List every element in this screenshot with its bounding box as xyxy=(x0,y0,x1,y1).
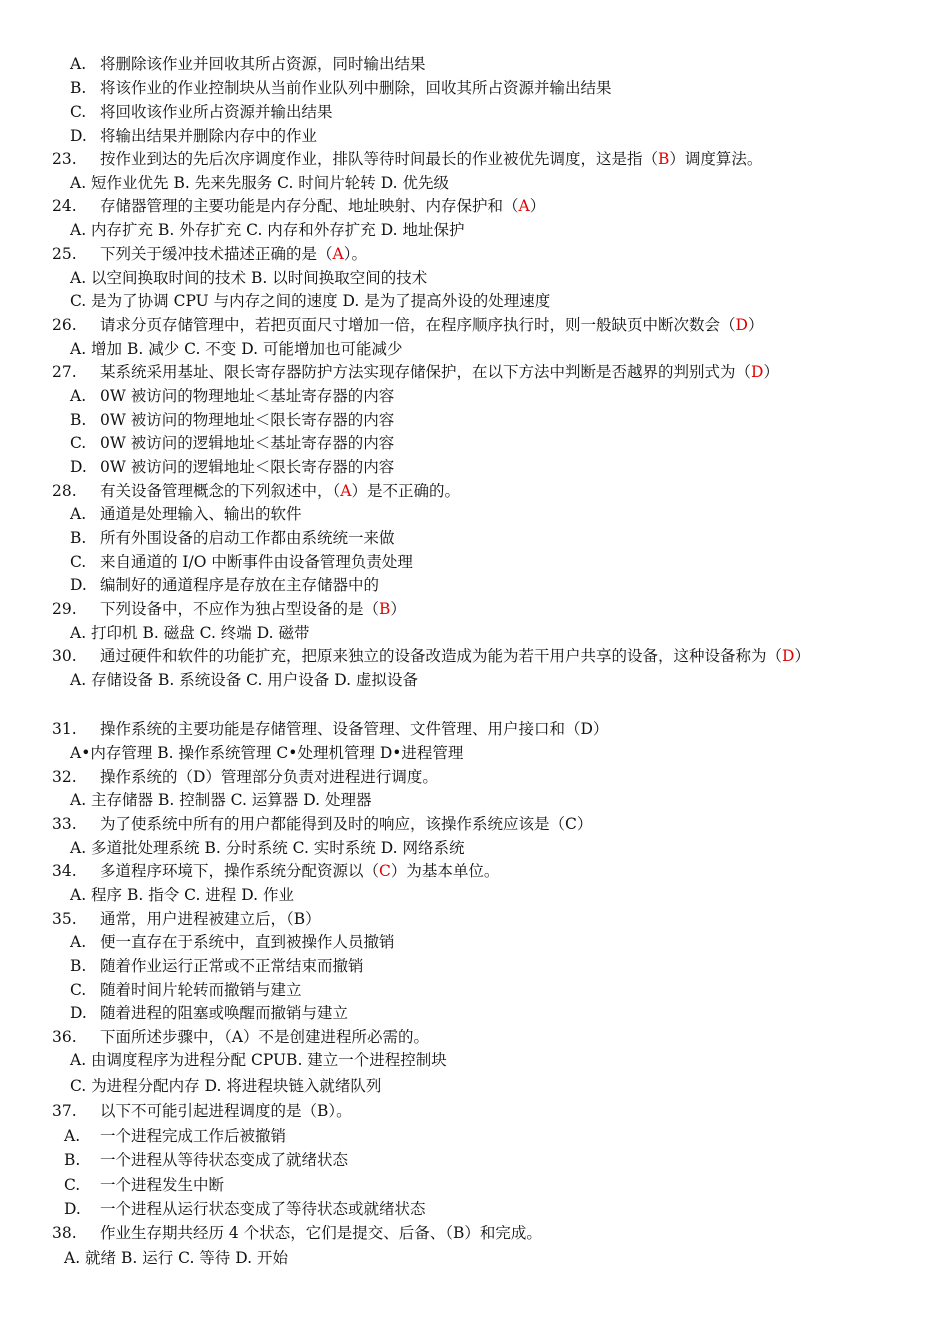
question-25: 25. 下列关于缓冲技术描述正确的是（A）。 xyxy=(52,245,367,263)
q36-options-line2: C. 为进程分配内存 D. 将进程块链入就绪队列 xyxy=(70,1077,382,1095)
q22-option-b: B. 将该作业的作业控制块从当前作业队列中删除，回收其所占资源并输出结果 xyxy=(70,79,612,97)
question-30: 30. 通过硬件和软件的功能扩充，把原来独立的设备改造成为能为若干用户共享的设备，这种设备称为（D） xyxy=(52,647,810,665)
answer-mark: D xyxy=(751,363,764,381)
question-26: 26. 请求分页存储管理中，若把页面尺寸增加一倍，在程序顺序执行时，则一般缺页中断次数会（D） xyxy=(52,316,764,334)
q22-option-c: C. 将回收该作业所占资源并输出结果 xyxy=(70,103,333,121)
q22-option-d: D. 将输出结果并删除内存中的作业 xyxy=(70,127,318,145)
question-28: 28. 有关设备管理概念的下列叙述中，（A）是不正确的。 xyxy=(52,482,460,500)
q23-options: A. 短作业优先 B. 先来先服务 C. 时间片轮转 D. 优先级 xyxy=(70,174,449,192)
q25-options-line2: C. 是为了协调 CPU 与内存之间的速度 D. 是为了提高外设的处理速度 xyxy=(70,292,551,310)
answer-mark: B xyxy=(379,600,391,618)
question-35: 35. 通常，用户进程被建立后，（B） xyxy=(52,910,321,928)
question-27: 27. 某系统采用基址、限长寄存器防护方法实现存储保护，在以下方法中判断是否越界的判别式为（D） xyxy=(52,363,779,381)
q24-options: A. 内存扩充 B. 外存扩充 C. 内存和外存扩充 D. 地址保护 xyxy=(70,221,465,239)
q28-option-c: C. 来自通道的 I/O 中断事件由设备管理负责处理 xyxy=(70,553,413,571)
answer-mark: B xyxy=(658,150,670,168)
question-32: 32. 操作系统的（D）管理部分负责对进程进行调度。 xyxy=(52,768,438,786)
question-31: 31. 操作系统的主要功能是存储管理、设备管理、文件管理、用户接口和（D） xyxy=(52,720,609,738)
q38-options: A. 就绪 B. 运行 C. 等待 D. 开始 xyxy=(64,1249,288,1267)
q36-options-line1: A. 由调度程序为进程分配 CPUB. 建立一个进程控制块 xyxy=(70,1051,447,1069)
q27-option-b: B. 0W 被访问的物理地址＜限长寄存器的内容 xyxy=(70,411,395,429)
q27-option-a: A. 0W 被访问的物理地址＜基址寄存器的内容 xyxy=(70,387,395,405)
q37-option-d: D. 一个进程从运行状态变成了等待状态或就绪状态 xyxy=(64,1200,426,1218)
q37-option-c: C. 一个进程发生中断 xyxy=(64,1176,225,1194)
q22-option-a: A. 将删除该作业并回收其所占资源，同时输出结果 xyxy=(70,55,426,73)
q27-option-d: D. 0W 被访问的逻辑地址＜限长寄存器的内容 xyxy=(70,458,395,476)
q25-options-line1: A. 以空间换取时间的技术 B. 以时间换取空间的技术 xyxy=(70,269,428,287)
q26-options: A. 增加 B. 减少 C. 不变 D. 可能增加也可能减少 xyxy=(70,340,403,358)
q29-options: A. 打印机 B. 磁盘 C. 终端 D. 磁带 xyxy=(70,624,310,642)
answer-mark: A xyxy=(518,197,530,215)
question-29: 29. 下列设备中，不应作为独占型设备的是（B） xyxy=(52,600,406,618)
answer-mark: C xyxy=(379,862,391,880)
q30-options: A. 存储设备 B. 系统设备 C. 用户设备 D. 虚拟设备 xyxy=(70,671,418,689)
q28-option-a: A. 通道是处理输入、输出的软件 xyxy=(70,505,302,523)
q28-option-d: D. 编制好的通道程序是存放在主存储器中的 xyxy=(70,576,380,594)
q37-option-a: A. 一个进程完成工作后被撤销 xyxy=(64,1127,287,1145)
q31-options: A•内存管理 B. 操作系统管理 C•处理机管理 D•进程管理 xyxy=(70,744,464,762)
question-33: 33. 为了使系统中所有的用户都能得到及时的响应，该操作系统应该是（C） xyxy=(52,815,593,833)
question-38: 38. 作业生存期共经历 4 个状态，它们是提交、后备、（B）和完成。 xyxy=(52,1224,542,1242)
q35-option-a: A. 便一直存在于系统中，直到被操作人员撤销 xyxy=(70,933,395,951)
q34-options: A. 程序 B. 指令 C. 进程 D. 作业 xyxy=(70,886,294,904)
answer-mark: A xyxy=(340,482,352,500)
question-37: 37. 以下不可能引起进程调度的是（B）。 xyxy=(52,1102,352,1120)
q33-options: A. 多道批处理系统 B. 分时系统 C. 实时系统 D. 网络系统 xyxy=(70,839,465,857)
q35-option-d: D. 随着进程的阻塞或唤醒而撤销与建立 xyxy=(70,1004,349,1022)
q37-option-b: B. 一个进程从等待状态变成了就绪状态 xyxy=(64,1151,349,1169)
answer-mark: A xyxy=(332,245,344,263)
q35-option-c: C. 随着时间片轮转而撤销与建立 xyxy=(70,981,302,999)
question-24: 24. 存储器管理的主要功能是内存分配、地址映射、内存保护和（A） xyxy=(52,197,546,215)
q32-options: A. 主存储器 B. 控制器 C. 运算器 D. 处理器 xyxy=(70,791,372,809)
answer-mark: D xyxy=(782,647,795,665)
question-34: 34. 多道程序环境下，操作系统分配资源以（C）为基本单位。 xyxy=(52,862,500,880)
question-23: 23. 按作业到达的先后次序调度作业，排队等待时间最长的作业被优先调度，这是指（B）调度算法。 xyxy=(52,150,763,168)
q35-option-b: B. 随着作业运行正常或不正常结束而撤销 xyxy=(70,957,364,975)
q28-option-b: B. 所有外围设备的启动工作都由系统统一来做 xyxy=(70,529,395,547)
q27-option-c: C. 0W 被访问的逻辑地址＜基址寄存器的内容 xyxy=(70,434,395,452)
question-36: 36. 下面所述步骤中，（A）不是创建进程所必需的。 xyxy=(52,1028,429,1046)
answer-mark: D xyxy=(735,316,748,334)
